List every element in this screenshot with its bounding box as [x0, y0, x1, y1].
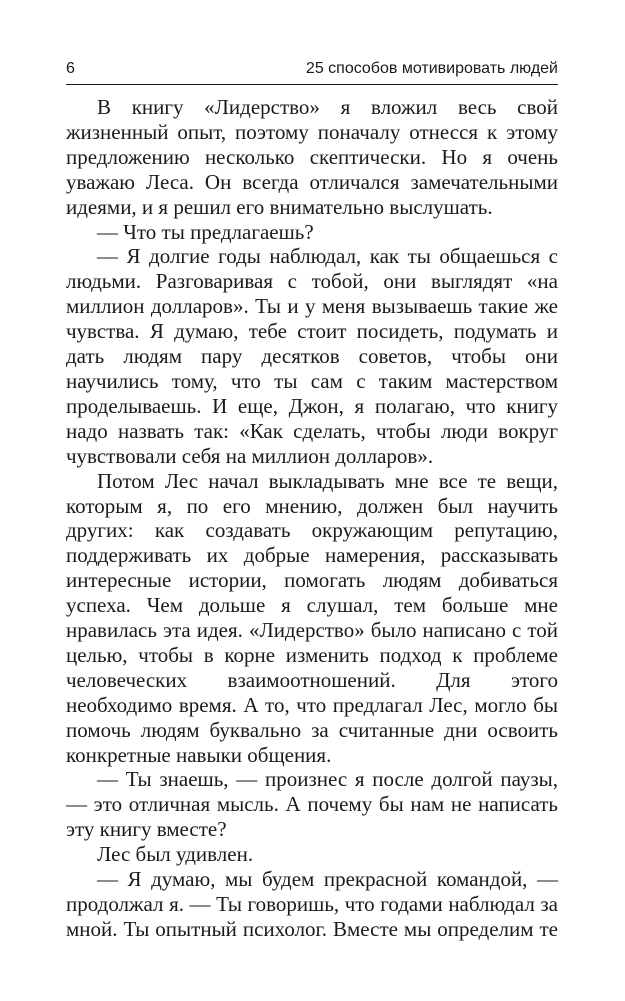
paragraph: — Я думаю, мы будем прекрасной командой, — продолжал я. — Ты говоришь, что годами наблюдал за мной. Ты опытный психолог. Вместе мы определим те [66, 867, 558, 941]
paragraph: Потом Лес начал выкладывать мне все те вещи, которым я, по его мнению, должен был научить других: как создавать окружающим репутацию, поддерживать их добрые намерения, рассказывать интересные истории, помогать людям добиваться успеха. Чем дольше я слушал, тем больше мне нравилась эта идея. «Лидерство» было написано с той целью, чтобы в корне изменить подход к проблеме человеческих взаимоотношений. Для этого необходимо время. А то, что предлагал Лес, могло бы помочь людям буквально за считанные дни освоить конкретные навыки общения. [66, 468, 558, 767]
book-title: 25 способов мотивировать людей [305, 60, 558, 77]
paragraph: — Что ты предлагаешь? [97, 219, 314, 244]
body-text [66, 95, 558, 942]
paragraph: — Я долгие годы наблюдал, как ты общаешься с людьми. Разговаривая с тобой, они выглядят «на миллион долларов». Ты и у меня вызываешь такие же чувства. Я думаю, тебе стоит посидеть, подумать и дать людям пару десятков советов, чтобы они научились тому, что ты сам с таким мастерством проделываешь. И еще, Джон, я полагаю, что книгу надо назвать так: «Как сделать, чтобы люди вокруг чувствовали себя на миллион долларов». [66, 244, 558, 468]
running-head [66, 58, 558, 84]
header-divider [66, 84, 558, 85]
paragraph: — Ты знаешь, — произнес я после долгой паузы, — это отличная мысль. А почему бы нам не написать эту книгу вместе? [66, 767, 558, 842]
paragraph: Лес был удивлен. [97, 842, 254, 867]
paragraph: В книгу «Лидерство» я вложил весь свой жизненный опыт, поэтому поначалу отнесся к этому предложению несколько скептически. Но я очень уважаю Леса. Он всегда отличался замечательными идеями, и я решил его внимательно выслушать. [66, 95, 558, 219]
page-number: 6 [66, 60, 75, 77]
